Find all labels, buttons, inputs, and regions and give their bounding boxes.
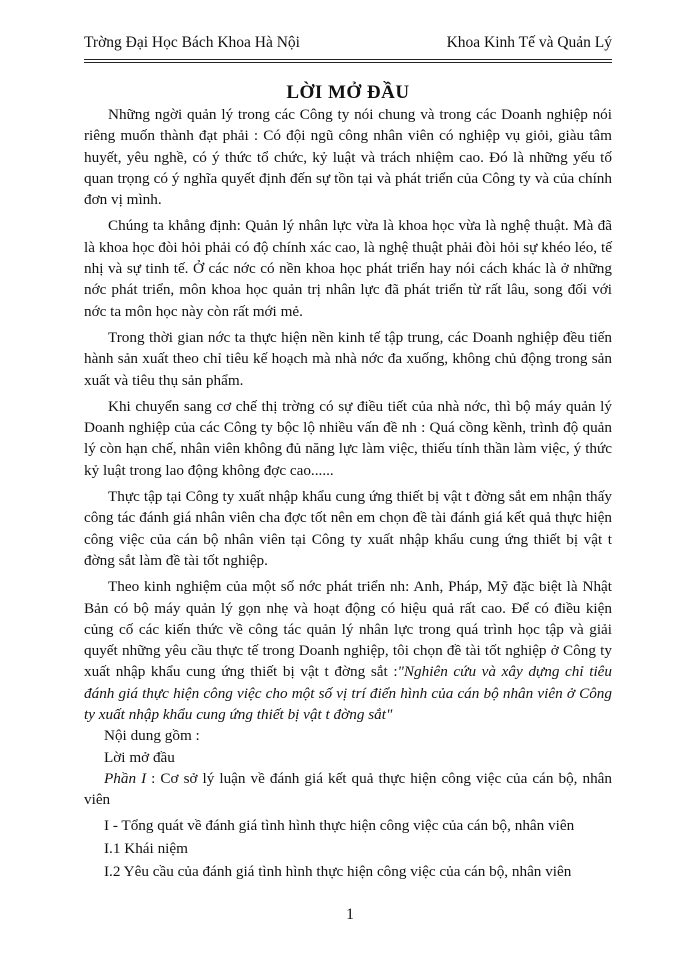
paragraph-thesis-topic — [84, 576, 612, 725]
paragraph: Khi chuyển sang cơ chế thị trờng có sự điều tiết của nhà nớc, thì bộ máy quản lý Doanh nghiệp của các Công ty bộc lộ nhiều vấn đề nh : Quá cồng kềnh, trình độ quản lý còn hạn chế, nhân viên không đủ năng lực làm việc, thiếu tính thần làm việc, ý thức kỷ luật trong lao động không đợc cao...... — [84, 397, 612, 479]
thesis-title: "Nghiên cứu và xây dựng chỉ tiêu đánh giá thực hiện công việc cho một số vị trí điển hình của cán bộ nhân viên ở Công ty xuất nhập khẩu cung ứng thiết bị vật t đờng sắt" — [84, 663, 612, 724]
toc-item: I - Tổng quát về đánh giá tình hình thực hiện công việc của cán bộ, nhân viên — [104, 816, 575, 834]
page-number: 1 — [346, 906, 354, 923]
paragraph: Thực tập tại Công ty xuất nhập khẩu cung ứng thiết bị vật t đờng sắt em nhận thấy công tác đánh giá nhân viên cha đợc tốt nên em chọn đề tài đánh giá kết quả thực hiện công việc của cán bộ nhân viên tại Công ty xuất nhập khẩu cung ứng thiết bị vật t đờng sắt làm đề tài tốt nghiệp. — [84, 488, 612, 569]
header-university: Trờng Đại Học Bách Khoa Hà Nội — [84, 34, 300, 51]
page-header — [84, 34, 612, 52]
contents-heading: Nội dung gồm : — [104, 727, 200, 745]
contents-intro: Lời mở đầu — [104, 748, 175, 766]
toc-item: I.1 Khái niệm — [104, 839, 188, 857]
part-label: Phần I — [104, 769, 147, 787]
toc-item: I.2 Yêu cầu của đánh giá tình hình thực hiện công việc của cán bộ, nhân viên — [104, 863, 572, 881]
paragraph: Những ngời quản lý trong các Công ty nói chung và trong các Doanh nghiệp nói riêng muốn thành đạt phải : Có đội ngũ công nhân viên có nghiệp vụ giỏi, giàu tâm huyết, yêu nghề, có ý thức tổ chức, kỷ luật và trách nhiệm cao. Đó là những yếu tố quan trọng có ý nghĩa quyết định đến sự tồn tại và phát triển của Công ty và của chính đơn vị mình. — [84, 106, 612, 209]
paragraph: Trong thời gian nớc ta thực hiện nền kinh tế tập trung, các Doanh nghiệp đều tiến hành sản xuất theo chỉ tiêu kế hoạch mà nhà nớc đa xuống, không chủ động trong sản xuất và tiêu thụ sản phẩm. — [84, 328, 612, 389]
part-title: : Cơ sở lý luận về đánh giá kết quả thực hiện công việc của cán bộ, nhân viên — [84, 769, 612, 809]
paragraph-text: Theo kinh nghiệm của một số nớc phát triển nh: Anh, Pháp, Mỹ đặc biệt là Nhật Bản có bộ máy quản lý gọn nhẹ và hoạt động có hiệu quả rất cao. Để có điều kiện củng cố các kiến thức về công tác quản lý nhân lực trong quá trình học tập và giải quyết những yêu cầu thực tế trong Doanh nghiệp, tôi chọn đề tài tốt nghiệp ở Công ty xuất nhập khẩu cung ứng thiết bị vật t đờng sắt : — [84, 578, 612, 681]
page-title: LỜI MỞ ĐẦU — [286, 82, 410, 103]
header-faculty: Khoa Kinh Tế và Quản Lý — [446, 34, 612, 51]
header-divider — [84, 59, 612, 63]
paragraph: Chúng ta khẳng định: Quản lý nhân lực vừa là khoa học vừa là nghệ thuật. Mà đã là khoa học đòi hỏi phải có độ chính xác cao, là nghệ thuật phải đòi hỏi sự khéo léo, tế nhị và sự tinh tế. Ở các nớc có nền khoa học phát triển hay nói cách khác là ở những nớc phát triển, môn khoa học quản trị nhân lực đã phát triển từ rất lâu, song đối với nớc ta môn học này còn rất mới mẻ. — [84, 217, 612, 320]
document-body — [84, 104, 612, 884]
contents-part-one — [84, 768, 612, 811]
